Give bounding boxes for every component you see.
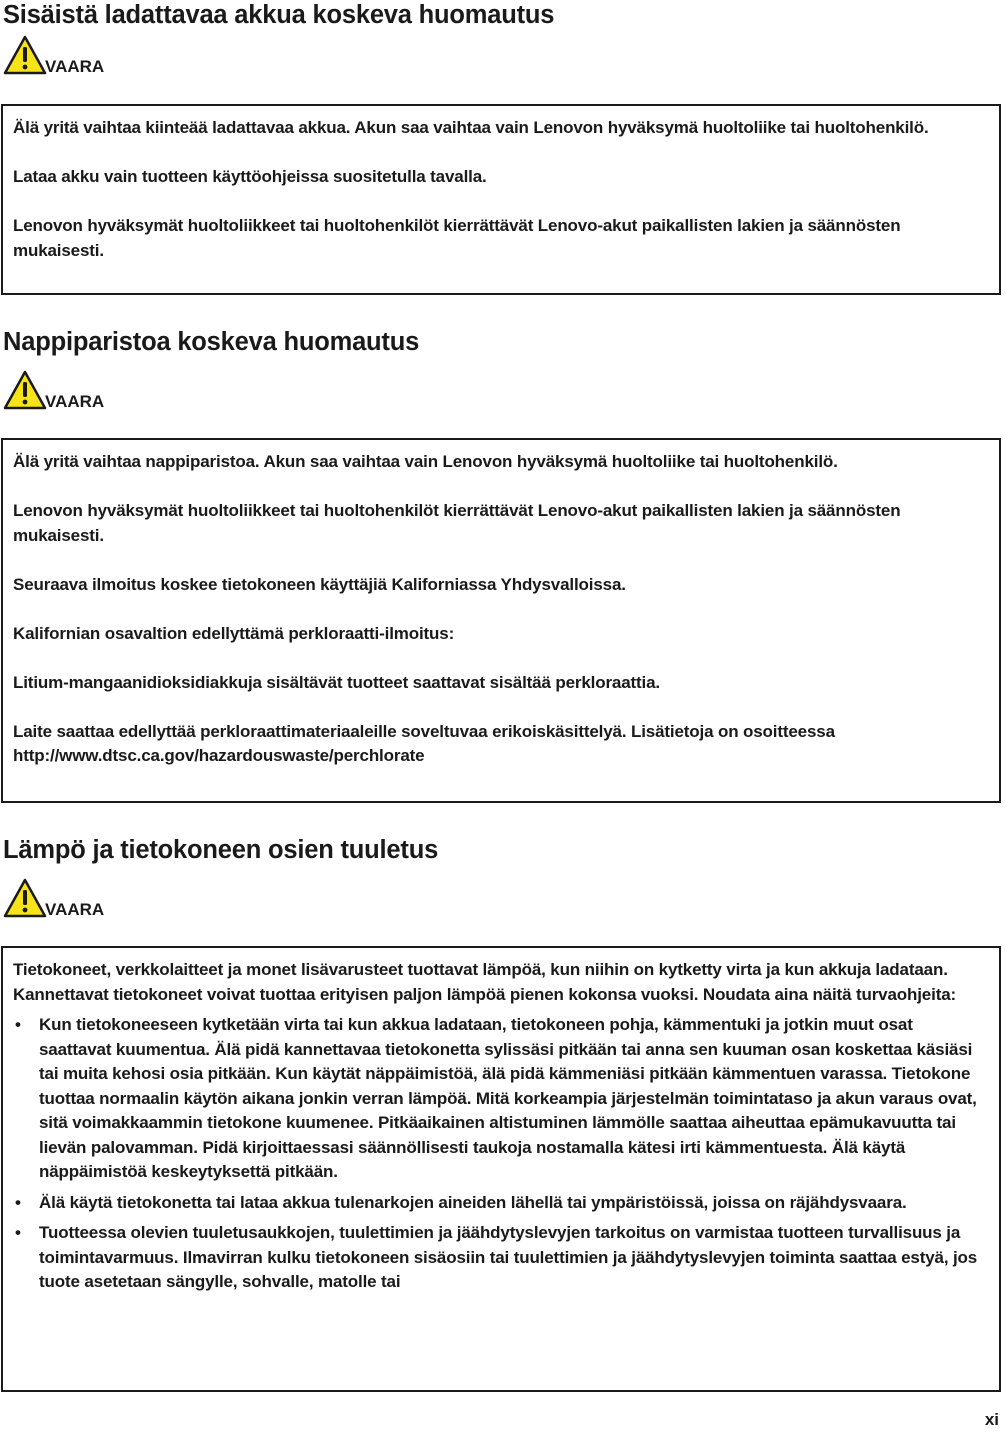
safety-bullet-list: [13, 1013, 989, 1295]
warning-label: VAARA: [45, 392, 105, 411]
warning-triangle-icon: [2, 34, 48, 76]
warning-triangle-icon: [2, 369, 48, 411]
list-item: [13, 1191, 989, 1216]
list-item: [13, 1221, 989, 1295]
danger-box-battery: [1, 104, 1001, 295]
danger-paragraph: Laite saattaa edellyttää perkloraattimateriaaleille soveltuvaa erikoiskäsittelyä. Lisätietoja on osoitteessa http://www.dtsc.ca.gov/hazardouswaste/perchlorate: [13, 721, 835, 765]
bullet-icon: •: [15, 1223, 21, 1242]
warning-label: VAARA: [45, 900, 105, 919]
warning-notice: [2, 371, 104, 411]
warning-notice: [2, 36, 104, 76]
list-item-text: Tuotteessa olevien tuuletusaukkojen, tuulettimien ja jäähdytyslevyjen tarkoitus on varmistaa tuotteen turvallisuus ja toimintavarmuus. Ilmavirran kulku tietokoneen sisäosiin tai tuulettimien ja jäähdytyslevyjen toiminta saattaa estyä, jos tuote asetetaan sängylle, sohvalle, matolle tai: [39, 1223, 978, 1291]
danger-box-coin-cell: [1, 438, 1001, 803]
danger-paragraph: Seuraava ilmoitus koskee tietokoneen käyttäjiä Kaliforniassa Yhdysvalloissa.: [13, 574, 626, 594]
danger-paragraph: Litium-mangaanidioksidiakkuja sisältävät tuotteet saattavat sisältää perkloraattia.: [13, 672, 661, 692]
danger-paragraph: Älä yritä vaihtaa nappiparistoa. Akun saa vaihtaa vain Lenovon hyväksymä huoltoliike tai huoltohenkilö.: [13, 452, 838, 471]
warning-label: VAARA: [45, 57, 105, 76]
list-item: [13, 1013, 989, 1185]
danger-paragraph: Älä yritä vaihtaa kiinteää ladattavaa akkua. Akun saa vaihtaa vain Lenovon hyväksymä huoltoliike tai huoltohenkilö.: [13, 118, 929, 137]
list-item-text: Älä käytä tietokonetta tai lataa akkua tulenarkojen aineiden lähellä tai ympäristöissä, joissa on räjähdysvaara.: [39, 1192, 907, 1212]
list-item-text: Kun tietokoneeseen kytketään virta tai kun akkua ladataan, tietokoneen pohja, kämmentuki ja jotkin muut osat saattavat kuumentua. Älä pidä kannettavaa tietokonetta sylissäsi pitkään tai anna sen kuuman osan koskettaa käsiäsi tai muita kehosi osia pitkään. Kun käytät näppäimistöä, älä pidä kämmeniäsi pitkään kämmentuen varassa. Tietokone tuottaa normaalin käytön aikana jonkin verran lämpöä. Mitä korkeampia järjestelmän toimintataso ja akun varaus ovat, sitä voimakkaammin tietokone kuumenee. Pitkäaikainen altistuminen lämmölle saattaa aiheuttaa epämukavuutta tai lievän palovamman. Pidä kirjoittaessasi säännöllisesti taukoja nostamalla kätesi irti kämmentuesta. Älä käytä näppäimistöä keskeytyksettä pitkään.: [39, 1015, 977, 1181]
danger-paragraph: Lenovon hyväksymät huoltoliikkeet tai huoltohenkilöt kierrättävät Lenovo-akut paikallisten lakien ja säännösten mukaisesti.: [13, 501, 901, 545]
bullet-icon: •: [15, 1192, 21, 1212]
danger-paragraph: Kalifornian osavaltion edellyttämä perkloraatti-ilmoitus:: [13, 623, 455, 643]
warning-notice: [2, 879, 104, 919]
bullet-icon: •: [15, 1015, 21, 1034]
warning-triangle-icon: [2, 877, 48, 919]
section-heading-heat: Lämpö ja tietokoneen osien tuuletus: [3, 836, 439, 864]
danger-paragraph: Lenovon hyväksymät huoltoliikkeet tai huoltohenkilöt kierrättävät Lenovo-akut paikallisten lakien ja säännösten mukaisesti.: [13, 216, 901, 260]
section-heading-battery: Sisäistä ladattavaa akkua koskeva huomautus: [3, 1, 555, 29]
page-number: xi: [984, 1410, 999, 1429]
danger-paragraph: Tietokoneet, verkkolaitteet ja monet lisävarusteet tuottavat lämpöä, kun niihin on kytketty virta ja kun akkuja ladataan. Kannettavat tietokoneet voivat tuottaa erityisen paljon lämpöä pienen kokonsa vuoksi. Noudata aina näitä turvaohjeita:: [13, 960, 957, 1004]
danger-box-heat: [1, 946, 1001, 1392]
danger-paragraph: Lataa akku vain tuotteen käyttöohjeissa suositetulla tavalla.: [13, 167, 487, 186]
section-heading-coin-cell: Nappiparistoa koskeva huomautus: [3, 328, 420, 356]
